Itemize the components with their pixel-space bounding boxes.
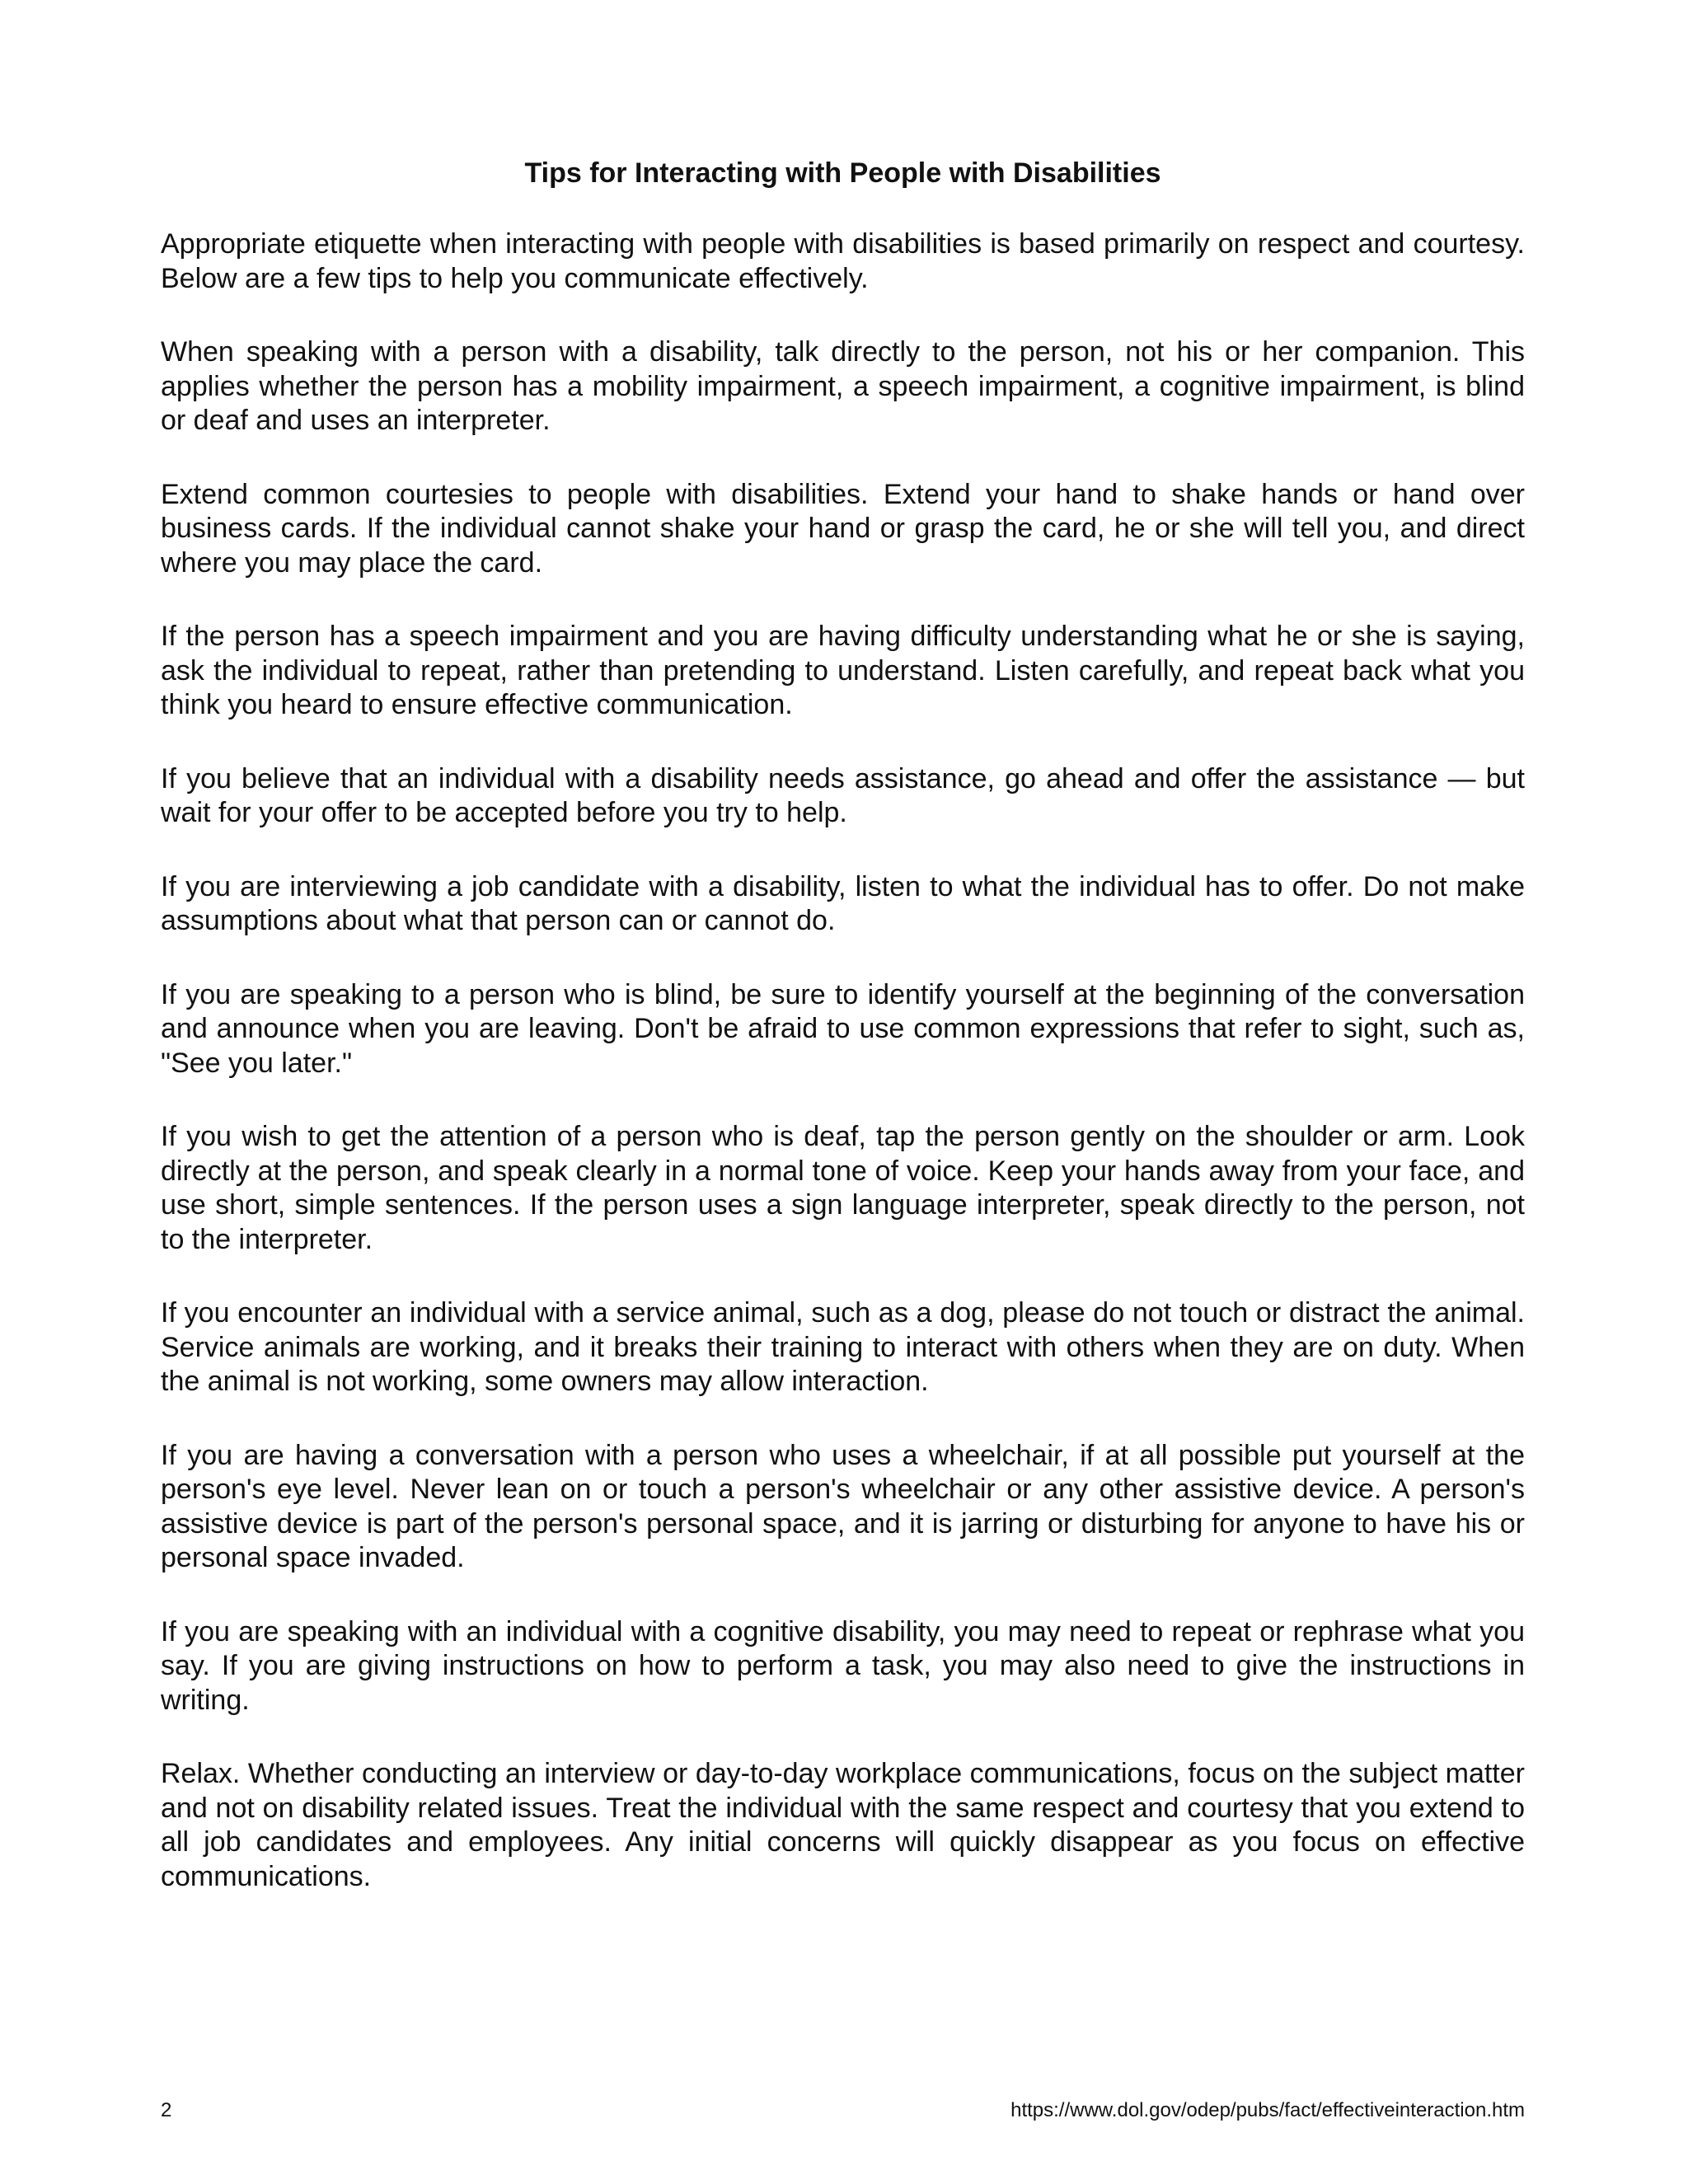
paragraph-relax: Relax. Whether conducting an interview or day-to-day workplace communications, focus on the subject matter and not on disability related issues. Treat the individual with the same respect and courtesy that you extend to all job candidates and employees. Any initial concerns will quickly disappear as you focus on effective communications.: [161, 1758, 1525, 1892]
footer-page-number: 2: [161, 2099, 172, 2121]
paragraph-cognitive: If you are speaking with an individual with a cognitive disability, you may need to repeat or rephrase what you say. If you are giving instructions on how to perform a task, you may also need to give the instructions in writing.: [161, 1615, 1525, 1716]
paragraph-deaf: If you wish to get the attention of a person who is deaf, tap the person gently on the shoulder or arm. Look directly at the person, and speak clearly in a normal tone of voice. Keep your hands away from your face, and use short, simple sentences. If the person uses a sign language interpreter, speak directly to the person, not to the interpreter.: [161, 1121, 1525, 1255]
paragraph-talk-directly: When speaking with a person with a disability, talk directly to the person, not his or her companion. This applies whether the person has a mobility impairment, a speech impairment, a cognitive impairment, is blind or deaf and uses an interpreter.: [161, 336, 1525, 436]
paragraph-offer-assistance: If you believe that an individual with a disability needs assistance, go ahead and offer the assistance — but wait for your offer to be accepted before you try to help.: [161, 762, 1525, 828]
paragraph-common-courtesies: Extend common courtesies to people with disabilities. Extend your hand to shake hands or hand over business cards. If the individual cannot shake your hand or grasp the card, he or she will tell you, and direct where you may place the card.: [161, 478, 1525, 579]
paragraph-service-animal: If you encounter an individual with a service animal, such as a dog, please do not touch or distract the animal. Service animals are working, and it breaks their training to interact with others when they are on duty. When the animal is not working, some owners may allow interaction.: [161, 1297, 1525, 1397]
paragraph-wheelchair: If you are having a conversation with a person who uses a wheelchair, if at all possible put yourself at the person's eye level. Never lean on or touch a person's wheelchair or any other assistive device. A person's assistive device is part of the person's personal space, and it is jarring or disturbing for anyone to have his or personal space invaded.: [161, 1439, 1525, 1573]
paragraph-intro: Appropriate etiquette when interacting with people with disabilities is based primarily on respect and courtesy. Below are a few tips to help you communicate effectively.: [161, 228, 1525, 294]
paragraph-interviewing: If you are interviewing a job candidate with a disability, listen to what the individual has to offer. Do not make assumptions about what that person can or cannot do.: [161, 870, 1525, 936]
footer-source-url: https://www.dol.gov/odep/pubs/fact/effectiveinteraction.htm: [1010, 2099, 1525, 2121]
document-body: [161, 155, 1525, 1933]
paragraph-blind: If you are speaking to a person who is blind, be sure to identify yourself at the beginning of the conversation and announce when you are leaving. Don't be afraid to use common expressions that refer to sight, such as, "See you later.": [161, 978, 1525, 1079]
paragraph-speech-impairment: If the person has a speech impairment and you are having difficulty understanding what he or she is saying, ask the individual to repeat, rather than pretending to understand. Listen carefully, and repeat back what you think you heard to ensure effective communication.: [161, 621, 1525, 720]
document-title: Tips for Interacting with People with Disabilities: [524, 157, 1161, 189]
